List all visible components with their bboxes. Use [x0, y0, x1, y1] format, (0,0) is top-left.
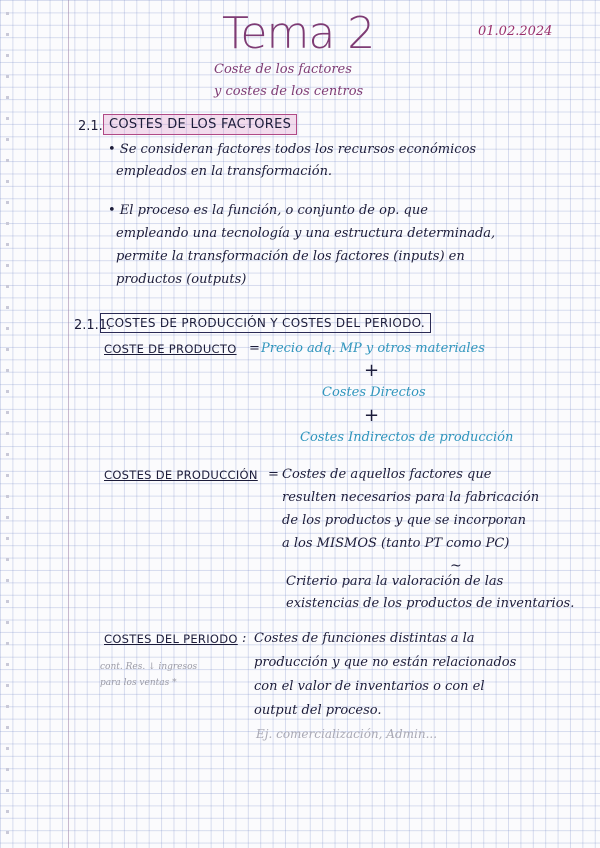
- costes-produccion-label: COSTES DE PRODUCCIÓN: [104, 468, 258, 482]
- binder-hole: [6, 222, 9, 225]
- costes-produccion-eq: =: [268, 467, 279, 482]
- binder-hole: [6, 306, 9, 309]
- binder-hole: [6, 180, 9, 183]
- binder-hole: [6, 96, 9, 99]
- binder-hole: [6, 54, 9, 57]
- binder-hole: [6, 411, 9, 414]
- binder-hole: [6, 33, 9, 36]
- binder-hole: [6, 432, 9, 435]
- bullet-2-line-1: • El proceso es la función, o conjunto de op. que: [108, 203, 428, 218]
- bullet-2-line-4: productos (outputs): [116, 272, 247, 287]
- section-2-1-heading: COSTES DE LOS FACTORES: [103, 114, 297, 135]
- binder-hole: [6, 75, 9, 78]
- costes-periodo-colon: :: [242, 631, 247, 646]
- binder-hole: [6, 789, 9, 792]
- binder-hole: [6, 663, 9, 666]
- binder-hole: [6, 348, 9, 351]
- binder-hole: [6, 453, 9, 456]
- costes-periodo-label: COSTES DEL PERIODO: [104, 632, 238, 646]
- bullet-2-line-2: empleando una tecnología y una estructura determinada,: [116, 226, 496, 241]
- binder-hole: [6, 642, 9, 645]
- binder-hole: [6, 159, 9, 162]
- plus-sign-2: +: [364, 405, 380, 426]
- binder-hole: [6, 831, 9, 834]
- binder-hole: [6, 579, 9, 582]
- costes-periodo-line-1: Costes de funciones distintas a la: [254, 631, 475, 646]
- section-2-1-number: 2.1.: [78, 119, 103, 134]
- binder-hole: [6, 369, 9, 372]
- subtitle-line-1: Coste de los factores: [214, 62, 352, 77]
- pencil-margin-note-2: para los ventas *: [100, 678, 177, 688]
- binder-hole: [6, 117, 9, 120]
- binder-hole: [6, 327, 9, 330]
- binder-hole: [6, 621, 9, 624]
- costes-produccion-line-4: a los MISMOS (tanto PT como PC): [282, 536, 510, 551]
- binder-hole: [6, 243, 9, 246]
- costes-periodo-line-4: output del proceso.: [254, 703, 382, 718]
- costes-produccion-line-1: Costes de aquellos factores que: [282, 467, 492, 482]
- coste-producto-eq: =: [249, 341, 260, 356]
- coste-producto-line-2: Costes Directos: [322, 385, 426, 400]
- bullet-2-line-3: permite la transformación de los factores (inputs) en: [116, 249, 465, 264]
- binder-hole: [6, 810, 9, 813]
- binder-hole: [6, 516, 9, 519]
- page-title: Tema 2: [222, 8, 375, 59]
- margin-line: [68, 0, 69, 848]
- page-date: 01.02.2024: [478, 24, 553, 39]
- binder-hole: [6, 12, 9, 15]
- binder-hole: [6, 747, 9, 750]
- binder-hole: [6, 285, 9, 288]
- binder-hole: [6, 726, 9, 729]
- subtitle-line-2: y costes de los centros: [214, 84, 364, 99]
- pencil-example-note: Ej. comercialización, Admin...: [256, 727, 438, 741]
- binder-hole: [6, 705, 9, 708]
- bullet-1-line-1: • Se consideran factores todos los recursos económicos: [108, 142, 477, 157]
- binder-hole: [6, 201, 9, 204]
- bullet-1-line-2: empleados en la transformación.: [116, 164, 333, 179]
- plus-sign-1: +: [364, 360, 380, 381]
- binder-hole: [6, 474, 9, 477]
- costes-produccion-line-3: de los productos y que se incorporan: [282, 513, 526, 528]
- section-2-1-1-number: 2.1.1.: [74, 318, 112, 333]
- pencil-margin-note-1: cont. Res. ↓ ingresos: [100, 662, 198, 672]
- costes-periodo-line-3: con el valor de inventarios o con el: [254, 679, 485, 694]
- binder-hole: [6, 558, 9, 561]
- coste-producto-label: COSTE DE PRODUCTO: [104, 342, 237, 356]
- coste-producto-line-3: Costes Indirectos de producción: [300, 430, 514, 445]
- criterio-line-1: Criterio para la valoración de las: [286, 574, 504, 589]
- binder-hole: [6, 684, 9, 687]
- binder-hole: [6, 390, 9, 393]
- costes-produccion-line-2: resulten necesarios para la fabricación: [282, 490, 540, 505]
- section-2-1-1-heading: COSTES DE PRODUCCIÓN Y COSTES DEL PERIODO.: [100, 313, 431, 333]
- binder-hole: [6, 138, 9, 141]
- tilde-mark: ~: [450, 558, 462, 574]
- binder-hole: [6, 495, 9, 498]
- criterio-line-2: existencias de los productos de inventarios.: [286, 596, 575, 611]
- binder-hole: [6, 537, 9, 540]
- binder-hole: [6, 600, 9, 603]
- binder-hole: [6, 264, 9, 267]
- binder-hole: [6, 768, 9, 771]
- costes-periodo-line-2: producción y que no están relacionados: [254, 655, 517, 670]
- coste-producto-line-1: Precio adq. MP y otros materiales: [261, 341, 485, 356]
